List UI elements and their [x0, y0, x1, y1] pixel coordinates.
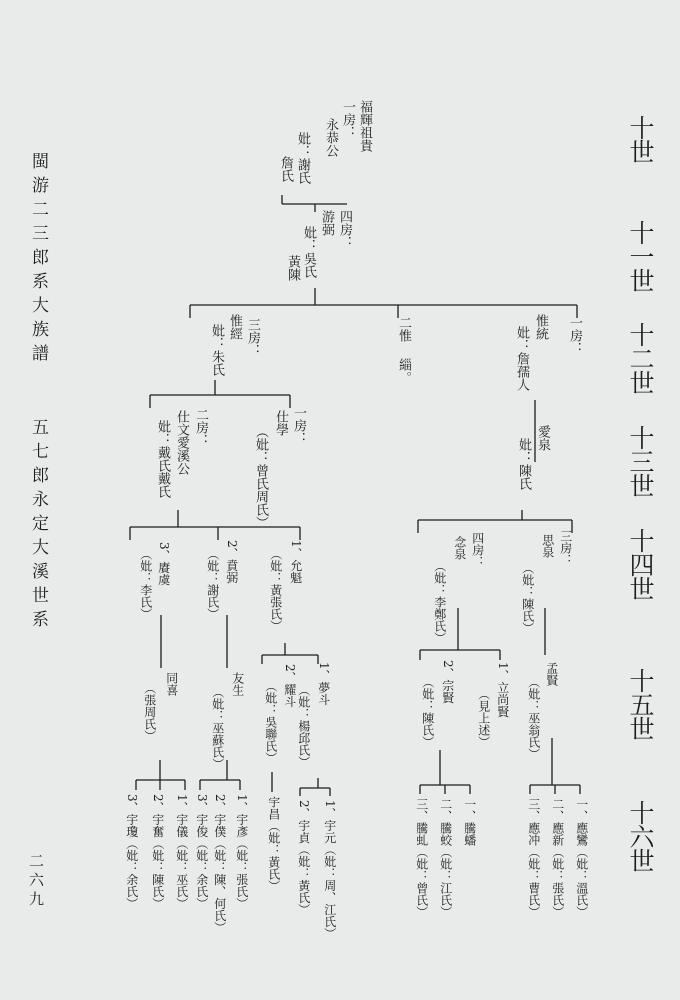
gen13-spouse-jing: 妣：朱氏 [208, 324, 224, 376]
gen12-spouse2: 黃陳 [284, 255, 300, 281]
ancestor-name: 福輝祖貴 [356, 100, 372, 152]
connector-mengdou [300, 778, 330, 796]
gen14-spouse-aiquan: 妣：陳氏 [515, 438, 531, 490]
gen14-name-aiquan: 愛泉 [534, 425, 550, 451]
generation-label-12: 十二世 [626, 322, 655, 394]
generation-label-16: 十六世 [626, 800, 655, 872]
page-number: 二六九 [27, 853, 45, 910]
gen17-yuyi: 1、宇儀（妣：巫氏） [174, 794, 189, 910]
gen13-branch-tong: 一房： [566, 316, 582, 355]
book-title: 閩游二三郎系大族譜 [28, 152, 48, 368]
gen11-branch: 一房： [339, 100, 355, 139]
gen11-name: 永恭公 [322, 118, 338, 157]
gen15-name-benbi: 2、賁弼 [224, 540, 239, 584]
gen15-name-gengyu: 3、賡虞 [156, 542, 171, 586]
gen16-name-yaodou: 2、耀斗 [282, 664, 297, 708]
gen16-name-mengdou: 1、夢斗 [316, 662, 331, 706]
gen16-spouse-mengdou: （妣：楊邱氏） [296, 684, 311, 768]
connector-gen12 [190, 288, 577, 318]
gen15-name-siquan: 思泉 [540, 534, 555, 558]
gen14-name-shiwen: 仕文愛溪公 [173, 410, 189, 475]
gen16-name-mengxian: 孟賢 [544, 662, 559, 686]
gen17-yuyuan: 1、宇元（妣：周、江氏） [322, 800, 337, 940]
generation-label-10: 十世 [626, 115, 655, 163]
gen15-name-yunkui: 1、允魁 [288, 540, 303, 584]
generation-label-13: 十三世 [626, 425, 655, 497]
gen16-name-tongxi: 同喜 [164, 672, 179, 696]
gen17-yingxin: 二、應新（妣：張氏） [550, 798, 565, 918]
gen15-branch-nianquan: 四房： [470, 532, 485, 568]
gen13-name-jing: 惟經 [226, 314, 242, 340]
gen13-name-tong: 惟統 [532, 314, 548, 340]
gen13-spouse-tong: 妣：詹孺人 [513, 326, 529, 391]
gen17-yuchang: 宇昌（妣：黃氏） [266, 796, 281, 892]
gen17-tengjiao: 二、騰蛟（妣：江氏） [438, 798, 453, 918]
gen13-branch-jing: 三房： [244, 318, 260, 357]
gen16-name-shangxian: 1、立尚賢 [495, 662, 510, 718]
gen12-name: 游弼 [318, 210, 334, 236]
gen17-yupu: 2、宇僕（妣：陳、何氏） [212, 794, 227, 934]
gen15-branch-siquan: 三房： [558, 530, 573, 566]
gen13-branch-zi: 二惟 [395, 316, 411, 342]
gen15-name-nianquan: 念泉 [452, 536, 467, 560]
gen14-branch-shixue: 一房： [290, 406, 306, 445]
generation-label-11: 十一世 [626, 220, 655, 292]
connector-gen14-left [130, 510, 300, 540]
gen17-tengpan: 一、騰蟠 [462, 798, 477, 846]
gen13-name-zi: 緇。 [395, 358, 411, 384]
gen15-spouse-yunkui: （妣：黃張氏） [268, 548, 283, 632]
connector-genkui [262, 643, 318, 664]
gen16-spouse-yaodou: （妣：吳聯氏） [263, 680, 278, 764]
gen16-name-zongxian: 2、宗賢 [440, 660, 455, 704]
gen14-branch-shiwen: 二房： [192, 408, 208, 447]
connector-gen13-left [150, 380, 290, 408]
gen15-spouse-gengyu: （妣：李氏） [138, 548, 153, 620]
gen11-spouse: 妣：謝氏 [294, 132, 310, 184]
connector-tongxi [136, 760, 185, 790]
gen17-yufen: 2、宇奮（妣：陳氏） [150, 794, 165, 910]
section-title: 五七郎永定大溪世系 [28, 418, 48, 634]
gen17-yuzhen: 2、宇貞（妣：黃氏） [296, 800, 311, 916]
gen15-spouse-siquan: （妣：陳氏） [520, 562, 535, 634]
gen17-yingchong: 三、應冲（妣：曹氏） [526, 798, 541, 918]
gen17-yingluan: 一、應鸞（妣：溫氏） [574, 798, 589, 918]
generation-label-15: 十五世 [626, 668, 655, 740]
gen16-spouse-zongxian: （妣：陳氏） [420, 676, 435, 748]
gen14-name-shixue: 仕學 [272, 410, 288, 436]
gen17-yujun: 3、宇俊（妣：余氏） [194, 794, 209, 910]
gen16-spouse-yousheng: （妣：巫蘇氏） [210, 686, 225, 770]
gen16-spouse-mengxian: （妣：巫翁氏） [526, 676, 541, 760]
connector-zongxian [420, 750, 470, 794]
gen15-spouse-nianquan: （妣：李鄭氏） [432, 560, 447, 644]
gen15-spouse-benbi: （妣：謝氏） [205, 548, 220, 620]
gen16-spouse-shangxian: （見上述） [476, 688, 491, 748]
gen16-spouse-tongxi: （張周氏） [142, 682, 157, 742]
gen17-tengqiu: 三、騰虬（妣：曾氏） [414, 798, 429, 918]
gen17-yuqiong: 3、宇瓊（妣：余氏） [124, 794, 139, 910]
connector-gen14-right [418, 510, 572, 533]
generation-label-14: 十四世 [626, 528, 655, 600]
gen12-branch: 四房： [336, 210, 352, 249]
gen14-spouse-shiwen: 妣：戴氏戴氏 [154, 420, 170, 498]
gen11-spouse2: 詹氏 [277, 156, 293, 182]
gen12-spouse: 妣：吳氏 [300, 226, 316, 278]
gen16-name-yousheng: 友生 [230, 672, 245, 696]
gen17-yuyan: 1、宇彥（妣：張氏） [234, 794, 249, 910]
gen14-spouse-shixue: （妣：曾氏周氏） [252, 425, 268, 529]
